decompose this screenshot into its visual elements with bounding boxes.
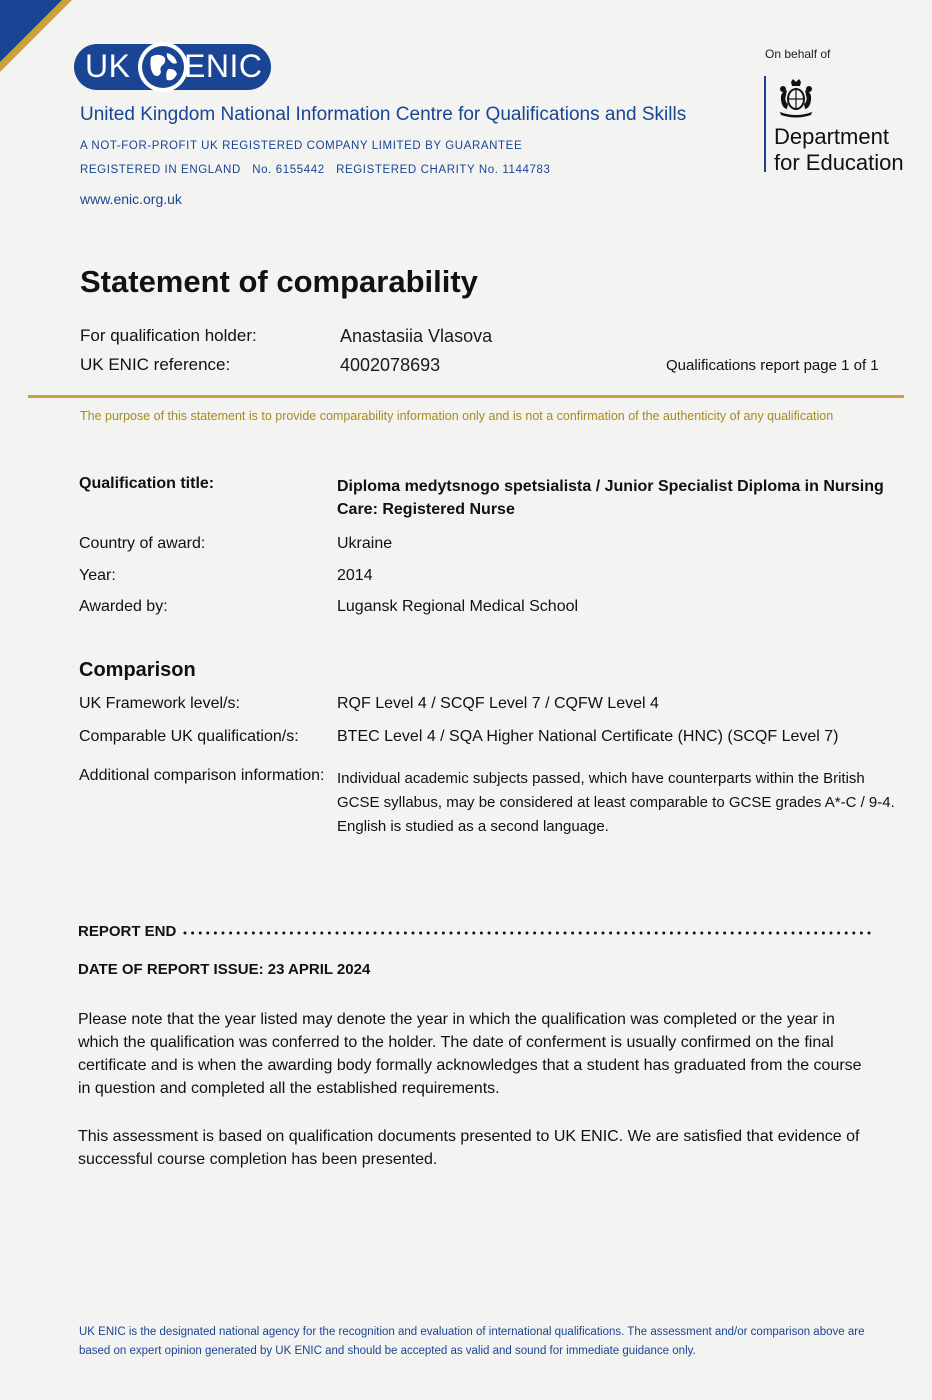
footer-disclaimer: UK ENIC is the designated national agency for the recognition and evaluation of international qualifications. The assessment and/or comparison above are based on expert opinion generated by UK ENIC and should be accepted as valid and sound for immediate guidance only. <box>79 1326 865 1357</box>
gold-divider <box>28 395 904 398</box>
page-info: Qualifications report page 1 of 1 <box>666 357 879 374</box>
uk-enic-logo <box>74 44 271 90</box>
corner-decoration <box>0 0 80 80</box>
framework-level-label: UK Framework level/s: <box>79 695 240 712</box>
dfe-divider <box>764 76 766 172</box>
organisation-name: United Kingdom National Information Centre for Qualifications and Skills <box>80 104 687 125</box>
dfe-line-1: Department <box>774 124 889 149</box>
awarded-by-value: Lugansk Regional Medical School <box>337 598 579 615</box>
logo-text-enic: ENIC <box>184 48 263 84</box>
report-issue-date: DATE OF REPORT ISSUE: 23 APRIL 2024 <box>78 961 371 978</box>
purpose-statement: The purpose of this statement is to provide comparability information only and is not a confirmation of the authenticity of any qualification <box>80 409 834 423</box>
on-behalf-of-label: On behalf of <box>765 47 831 61</box>
page-title: Statement of comparability <box>80 264 478 299</box>
royal-crest-icon <box>774 78 818 118</box>
awarded-by-label: Awarded by: <box>79 598 168 615</box>
website-link[interactable]: www.enic.org.uk <box>80 191 182 207</box>
reference-label: UK ENIC reference: <box>80 355 231 374</box>
holder-label: For qualification holder: <box>80 326 257 345</box>
additional-info-label: Additional comparison information: <box>79 767 325 784</box>
holder-value: Anastasiia Vlasova <box>340 326 493 346</box>
year-label: Year: <box>79 567 116 584</box>
dfe-line-2: for Education <box>774 150 904 175</box>
country-value: Ukraine <box>337 535 393 552</box>
framework-level-value: RQF Level 4 / SCQF Level 7 / CQFW Level 4 <box>337 695 659 712</box>
logo-text-uk: UK <box>85 48 131 84</box>
year-note-paragraph: Please note that the year listed may denote the year in which the qualification was completed or the year in which the qualification was conferred to the holder. The date of conferment is usually confirmed on the final certificate and is when the awarding body formally acknowledges that a student has graduated from the course in question and completed all the established requirements. <box>78 1011 862 1097</box>
department-for-education-name <box>774 124 904 176</box>
registration-line: REGISTERED IN ENGLAND No. 6155442 REGISTERED CHARITY No. 1144783 <box>80 164 551 176</box>
country-label: Country of award: <box>79 535 206 552</box>
additional-info-value: Individual academic subjects passed, which have counterparts within the British GCSE syllabus, may be considered at least comparable to GCSE grades A*-C / 9-4. English is studied as a second language. <box>337 770 895 835</box>
company-status-line: A NOT-FOR-PROFIT UK REGISTERED COMPANY LIMITED BY GUARANTEE <box>80 140 523 152</box>
reference-value: 4002078693 <box>340 355 441 375</box>
report-end-label: REPORT END <box>78 923 177 940</box>
qualification-title-label: Qualification title: <box>79 475 215 492</box>
comparison-heading: Comparison <box>79 659 196 681</box>
year-value: 2014 <box>337 567 373 584</box>
assessment-paragraph: This assessment is based on qualification documents presented to UK ENIC. We are satisfied that evidence of successful course completion has been presented. <box>78 1128 860 1168</box>
qualification-title-value: Diploma medytsnogo spetsialista / Junior Specialist Diploma in Nursing Care: Registered Nurse <box>337 478 884 518</box>
globe-icon <box>137 41 189 93</box>
comparable-qualification-label: Comparable UK qualification/s: <box>79 728 299 745</box>
comparable-qualification-value: BTEC Level 4 / SQA Higher National Certificate (HNC) (SCQF Level 7) <box>337 728 839 745</box>
dotted-leader <box>183 927 878 939</box>
